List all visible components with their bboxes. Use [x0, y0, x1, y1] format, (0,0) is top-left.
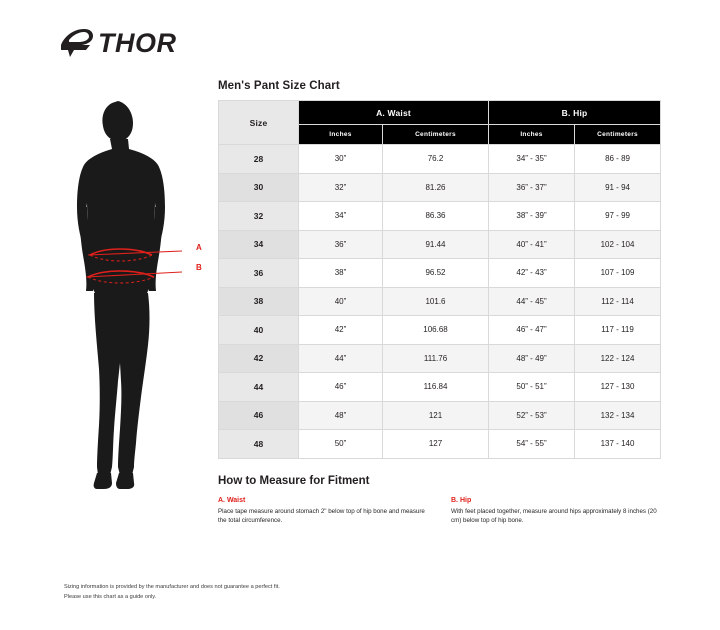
cell-size: 38 — [219, 287, 299, 316]
figure-label-b: B — [196, 263, 202, 272]
cell-size: 32 — [219, 202, 299, 231]
cell-hip-in: 34” - 35” — [489, 145, 575, 174]
size-chart-table — [218, 100, 661, 459]
cell-hip-cm: 122 - 124 — [575, 344, 661, 373]
cell-hip-cm: 91 - 94 — [575, 173, 661, 202]
cell-size: 28 — [219, 145, 299, 174]
cell-hip-cm: 132 - 134 — [575, 401, 661, 430]
cell-waist-cm: 76.2 — [383, 145, 489, 174]
table-row — [219, 373, 661, 402]
cell-hip-in: 38” - 39” — [489, 202, 575, 231]
cell-hip-in: 50” - 51” — [489, 373, 575, 402]
cell-waist-cm: 96.52 — [383, 259, 489, 288]
table-header-group-row — [219, 101, 661, 125]
header-hip-group: B. Hip — [489, 101, 661, 125]
cell-waist-cm: 127 — [383, 430, 489, 459]
cell-hip-in: 52” - 53” — [489, 401, 575, 430]
hip-heading: B. Hip — [451, 496, 472, 504]
hip-body: With feet placed together, measure around hips approximately 8 inches (20 cm) below top of hip bone. — [451, 507, 657, 524]
cell-waist-in: 36” — [299, 230, 383, 259]
how-to-measure-hip — [451, 497, 660, 526]
cell-hip-cm: 86 - 89 — [575, 145, 661, 174]
thor-helmet-icon — [60, 28, 94, 58]
table-row — [219, 344, 661, 373]
table-row — [219, 173, 661, 202]
table-row — [219, 145, 661, 174]
cell-waist-cm: 91.44 — [383, 230, 489, 259]
cell-hip-in: 44” - 45” — [489, 287, 575, 316]
cell-waist-in: 34” — [299, 202, 383, 231]
cell-hip-in: 40” - 41” — [489, 230, 575, 259]
header-size: Size — [219, 101, 299, 145]
cell-hip-in: 54” - 55” — [489, 430, 575, 459]
size-chart-body — [219, 145, 661, 459]
how-to-measure-title: How to Measure for Fitment — [218, 474, 370, 487]
table-row — [219, 430, 661, 459]
cell-waist-in: 44” — [299, 344, 383, 373]
cell-size: 34 — [219, 230, 299, 259]
waist-body: Place tape measure around stomach 2" below top of hip bone and measure the total circumference. — [218, 507, 425, 524]
cell-hip-in: 42” - 43” — [489, 259, 575, 288]
cell-waist-cm: 81.26 — [383, 173, 489, 202]
cell-size: 48 — [219, 430, 299, 459]
cell-hip-cm: 102 - 104 — [575, 230, 661, 259]
table-row — [219, 401, 661, 430]
cell-hip-in: 46” - 47” — [489, 316, 575, 345]
header-waist-centimeters: Centimeters — [383, 125, 489, 145]
cell-hip-in: 48” - 49” — [489, 344, 575, 373]
header-waist-group: A. Waist — [299, 101, 489, 125]
cell-waist-cm: 116.84 — [383, 373, 489, 402]
disclaimer-line-2: Please use this chart as a guide only. — [64, 593, 157, 600]
table-row — [219, 259, 661, 288]
cell-hip-cm: 97 - 99 — [575, 202, 661, 231]
cell-waist-in: 48” — [299, 401, 383, 430]
chart-content — [218, 80, 660, 525]
cell-waist-in: 30” — [299, 145, 383, 174]
cell-waist-cm: 111.76 — [383, 344, 489, 373]
table-row — [219, 287, 661, 316]
body-figure — [60, 95, 205, 495]
page-title: Men's Pant Size Chart — [218, 80, 340, 92]
cell-size: 30 — [219, 173, 299, 202]
cell-size: 42 — [219, 344, 299, 373]
cell-waist-in: 42” — [299, 316, 383, 345]
cell-waist-in: 46” — [299, 373, 383, 402]
table-row — [219, 230, 661, 259]
figure-label-a: A — [196, 243, 202, 252]
disclaimer-line-1: Sizing information is provided by the manufacturer and does not guarantee a perfect fit. — [64, 584, 280, 590]
table-row — [219, 202, 661, 231]
brand-name: THOR — [98, 27, 177, 58]
cell-waist-in: 38” — [299, 259, 383, 288]
cell-hip-in: 36” - 37” — [489, 173, 575, 202]
cell-waist-cm: 106.68 — [383, 316, 489, 345]
cell-waist-cm: 86.36 — [383, 202, 489, 231]
cell-size: 36 — [219, 259, 299, 288]
how-to-measure-waist — [218, 497, 427, 526]
header-waist-inches: Inches — [299, 125, 383, 145]
cell-size: 44 — [219, 373, 299, 402]
brand-logo — [60, 28, 177, 58]
how-to-measure-section — [218, 475, 660, 526]
cell-hip-cm: 112 - 114 — [575, 287, 661, 316]
cell-waist-cm: 101.6 — [383, 287, 489, 316]
cell-size: 40 — [219, 316, 299, 345]
cell-waist-in: 50” — [299, 430, 383, 459]
table-row — [219, 316, 661, 345]
header-hip-inches: Inches — [489, 125, 575, 145]
cell-waist-in: 40” — [299, 287, 383, 316]
cell-hip-cm: 107 - 109 — [575, 259, 661, 288]
cell-waist-cm: 121 — [383, 401, 489, 430]
cell-hip-cm: 127 - 130 — [575, 373, 661, 402]
cell-hip-cm: 117 - 119 — [575, 316, 661, 345]
cell-size: 46 — [219, 401, 299, 430]
cell-hip-cm: 137 - 140 — [575, 430, 661, 459]
waist-heading: A. Waist — [218, 496, 246, 504]
disclaimer — [64, 583, 484, 603]
cell-waist-in: 32” — [299, 173, 383, 202]
header-hip-centimeters: Centimeters — [575, 125, 661, 145]
